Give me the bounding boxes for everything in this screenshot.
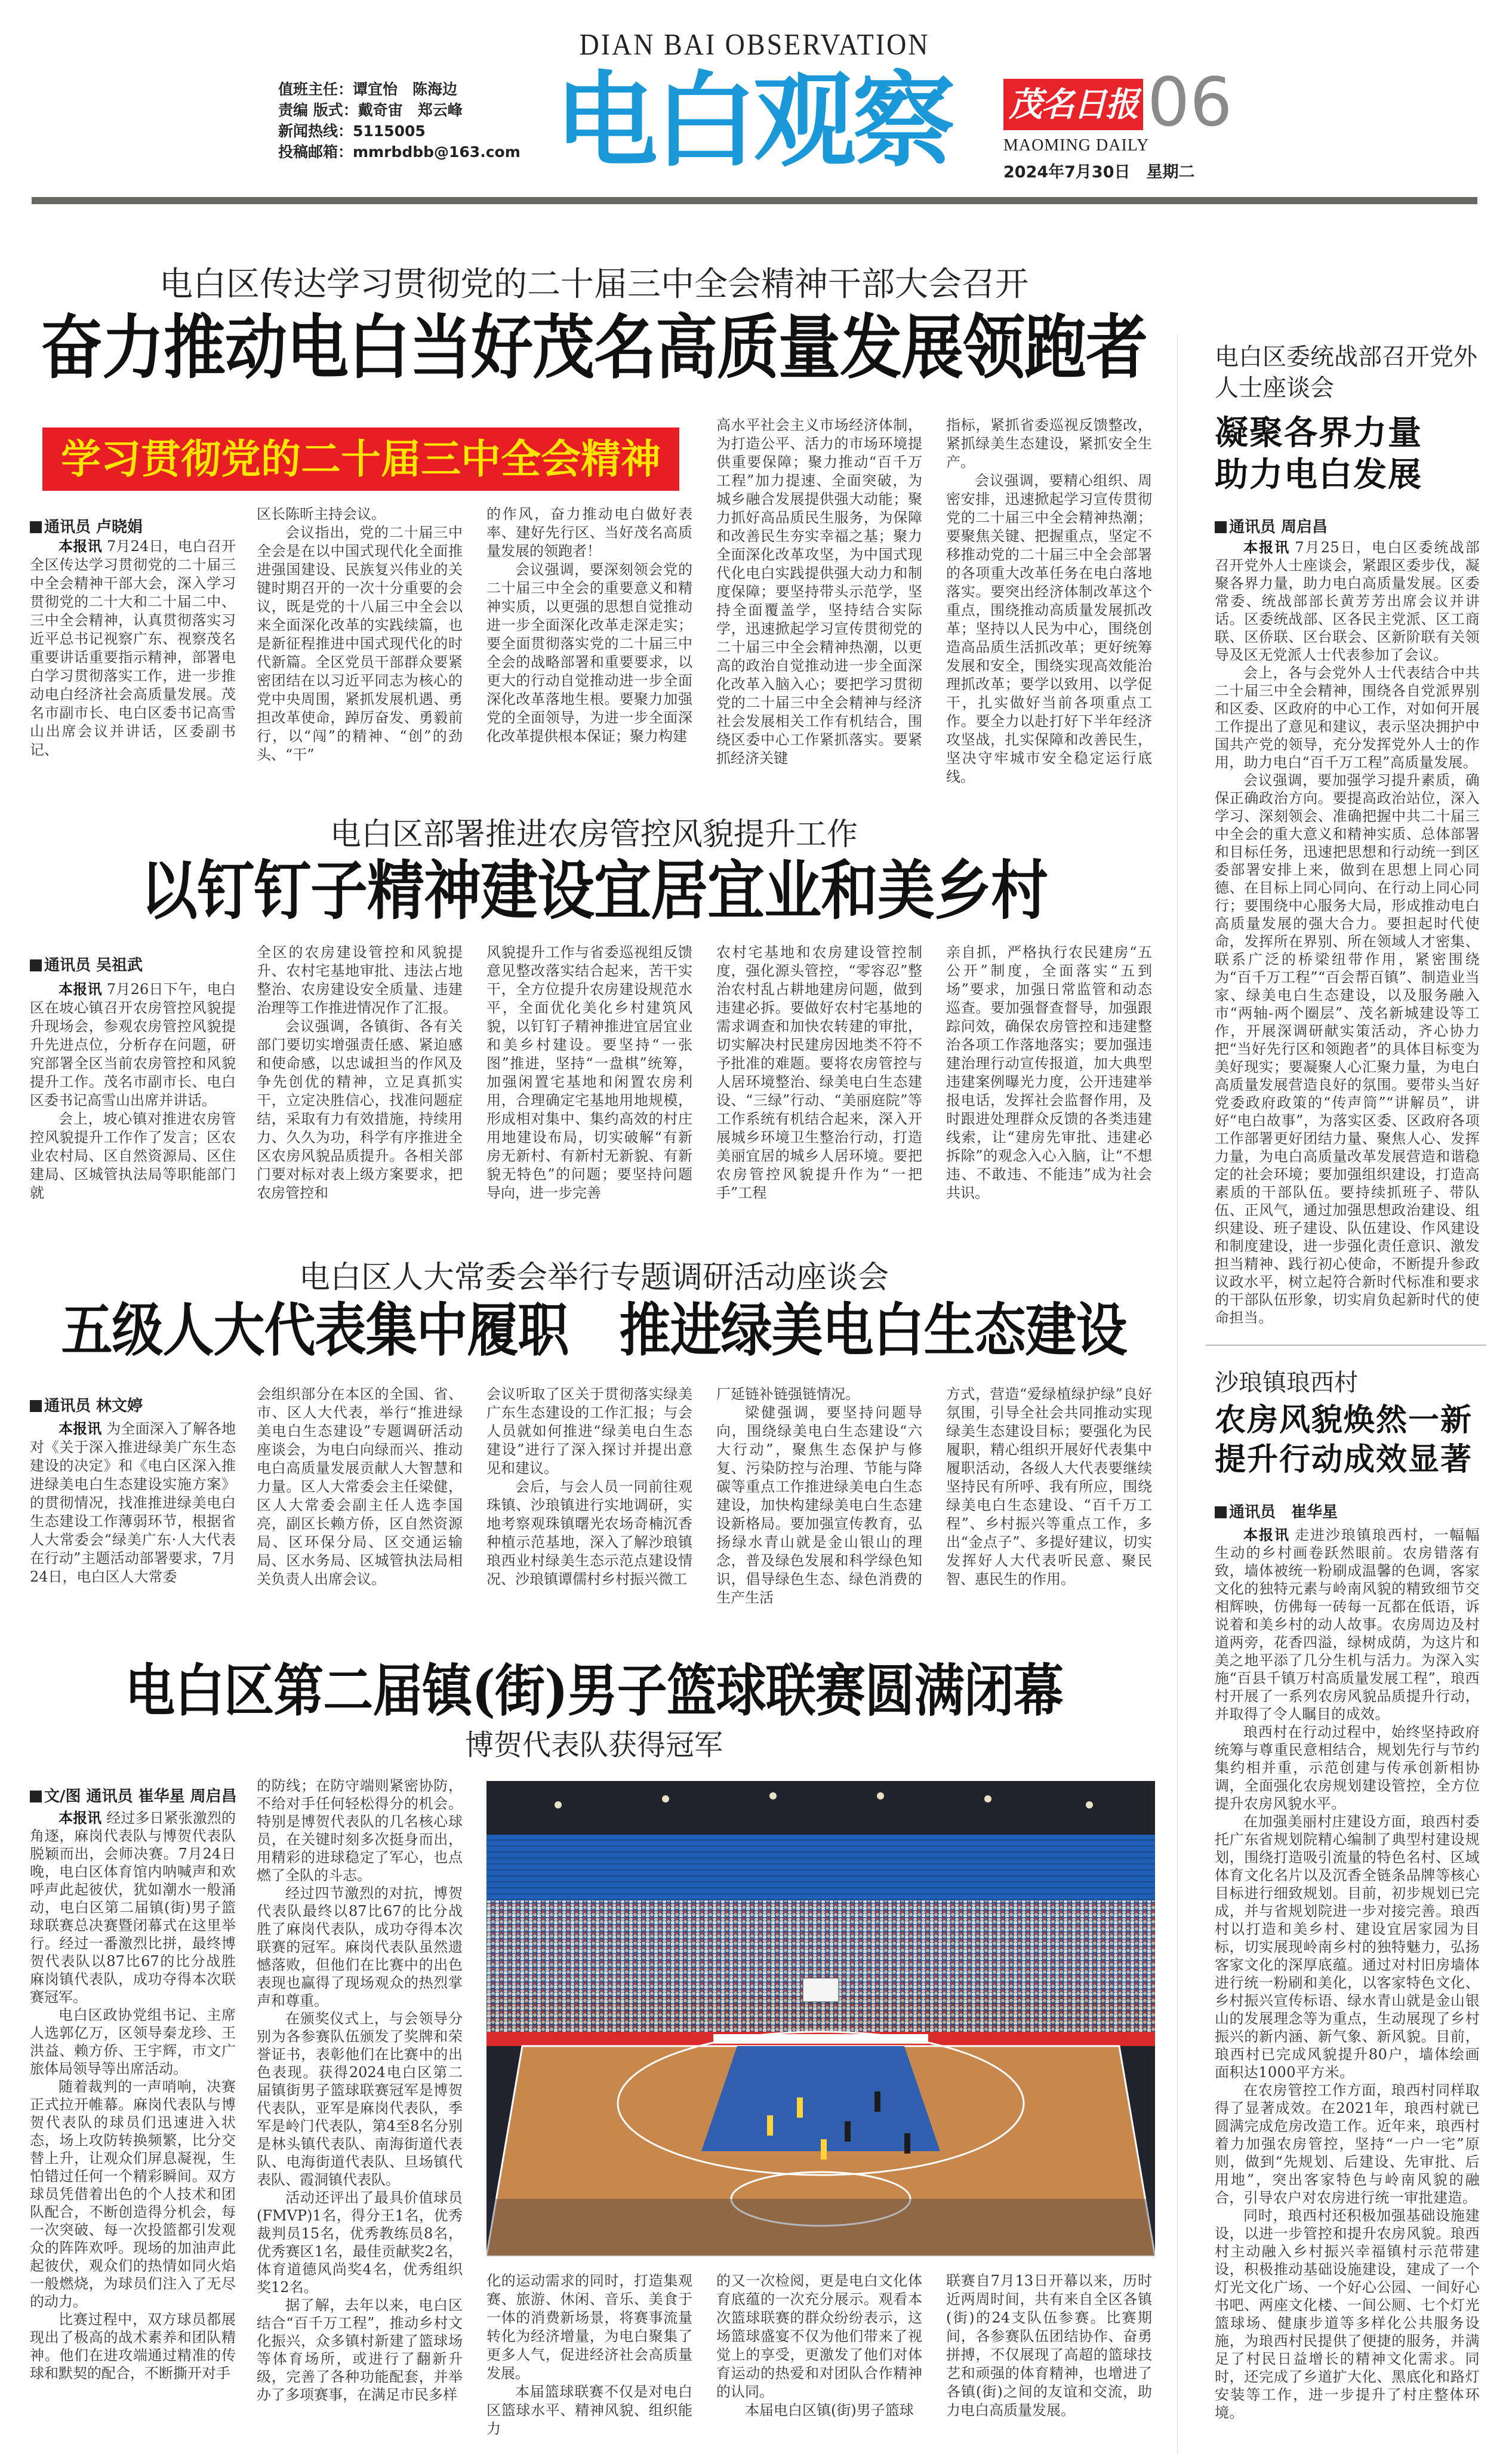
theme-banner: 学习贯彻党的二十届三中全会精神 [42,427,679,491]
sidebar-2-headline-line: 农房风貌焕然一新 [1215,1402,1473,1438]
paragraph: 会议强调，要加强学习提升素质，确保正确政治方向。要提高政治站位，深入学习、深刻领会、准确把握中共二十届三中全会的重大意义和精神实质、总体部署和目标任务，迅速把思想和行动统一到区委部署安排上来，做到在思想上同心同德、在目标上同心同向、在行动上同心同行；要围绕中心服务大局，形成推动电白高质量发展的强大合力。要担起时代使命，发挥所在界别、所在领域人才密集、联系广泛的桥梁纽带作用，紧密围绕为“百千万工程”“百会帮百镇”、制造业当家、绿美电白生态建设，以及服务融入市“两轴-两个圈层”、茂名新城建设等工作，开展深调研献实策活动，齐心协力把“当好先行区和领跑者”的具体目标变为美好现实；要凝聚人心汇聚力量，为电白高质量发展营造良好的氛围。要带头当好党委政府政策的“传声筒”“讲解员”，讲好“电白故事”，为落实区委、区政府各项工作部署更好团结力量、聚焦人心、发挥力量，为电白高质量改革发展营造和谐稳定的社会环境；要加强组织建设，打造高素质的干部队伍。要持续抓班子、带队伍、正风气，通过加强思想政治建设、组织建设、班子建设、队伍建设、作风建设和制度建设，进一步强化责任意识、激发担当精神、践行初心使命，不断提升参政议政水平，树立起符合新时代标准和要求的干部队伍形象，切实肩负起新时代的使命担当。 [1215,772,1480,1326]
paragraph: 联赛自7月13日开幕以来，历时近两周时间，共有来自全区各镇(街)的24支队伍参赛。比赛期间，各参赛队伍团结协作、奋勇拼搏，不仅展现了高超的篮球技艺和顽强的体育精神，也增进了各镇(街)之间的友谊和交流，助力电白高质量发展。 [946,2272,1152,2419]
basketball-arena-photo [486,1781,1155,2256]
paragraph: 的防线；在防守端则紧密协防，不给对手任何轻松得分的机会。特别是博贺代表队的几名核心球员，在关键时刻多次挺身而出，用精彩的进球稳定了军心，也点燃了全队的斗志。 [257,1777,463,1884]
ad-board-panel [713,2034,928,2044]
paragraph: 本届篮球联赛不仅是对电白区篮球水平、精神风貌、组织能力 [486,2383,692,2437]
sidebar-1-headline-line: 助力电白发展 [1215,455,1422,494]
paragraph: 据了解，去年以来，电白区结合“百千万工程”，推动乡村文化振兴，众多镇村新建了篮球场等体育场所，或进行了翻新升级，完善了各种功能配套，并举办了多项赛事，在满足市民多样 [257,2297,463,2403]
paragraph: 全区的农房建设管控和风貌提升、农村宅基地审批、违法占地整治、农房建设安全质量、违建治理等工作推进情况作了汇报。 [257,944,463,1016]
paragraph [30,980,236,1110]
article-2-headline: 以钉钉子精神建设宜居宜业和美乡村 [140,853,1048,928]
photo-image [486,1781,1155,2256]
paragraph: 厂延链补链强链情况。 [716,1386,860,1402]
sidebar-1-body [1215,539,1480,1327]
article-3-column [716,1385,922,1607]
credit-line: 值班主任：谭宜怡 陈海边 [278,81,458,98]
foreground-shadow [486,2199,1155,2256]
sidebar-2-byline: 通讯员 崔华星 [1215,1500,1338,1522]
paragraph: 同时，琅西村还积极加强基础设施建设，以进一步管控和提升农房风貌。琅西村主动融入乡村振兴幸福镇村示范带建设，积极推动基础设施建设，建成了一个灯光文化广场、一个好心公园、一间好心书吧、两座文化楼、一间公厕、七个灯光篮球场、健康步道等多样化公共服务设施，为琅西村民提供了便捷的服务，并满足了村民日益增长的精神文化需求。同时，还完成了乡道扩大化、黑底化和路灯安装等工作，进一步提升了村庄整体环境。 [1215,2207,1480,2421]
editor-credits [278,79,521,162]
paragraph: 梁健强调，要坚持问题导向，围绕绿美电白生态建设“六大行动”，聚焦生态保护与修复、污染防控与治理、节能与降碳等重点工作推进绿美电白生态建设，加快构建绿美电白生态建设新格局。要加强宣传教育，弘扬绿水青山就是金山银山的理念，普及绿色发展和科学绿色知识，倡导绿色生态、绿色消费的生产生活 [716,1404,922,1606]
section-title: 电白观察 [555,61,951,181]
article-1-kicker: 电白区传达学习贯彻党的二十届三中全会精神干部大会召开 [159,265,1028,304]
paragraph: 方式，营造“爱绿植绿护绿”良好氛围，引导全社会共同推动实现绿美生态建设目标；要强化为民履职，精心组织开展好代表集中履职活动，各级人大代表要继续坚持民有所呼、我有所应，围绕绿美电白生态建设、“百千万工程”、乡村振兴等重点工作，多出“金点子”、多提好建议，切实发挥好人大代表听民意、聚民智、惠民生的作用。 [946,1386,1152,1588]
article-4-column [257,1777,463,2404]
paragraph: 会议强调，要深刻领会党的二十届三中全会的重要意义和精神实质，以更强的思想自觉推动进一步全面深化改革走深走实；要全面贯彻落实党的二十届三中全会的战略部署和重要要求，以更大的行动自觉推动进一步全面深化改革落地生根。要聚力加强党的全面领导，为进一步全面深化改革提供根本保证；聚力构建 [486,561,692,745]
paragraph-text: 7月24日，电白召开全区传达学习贯彻党的二十届三中全会精神干部大会，深入学习贯彻党的二十大和二十届二中、三中全会精神，认真贯彻落实习近平总书记视察广东、视察茂名重要讲话重要指示精神，部署电白学习贯彻落实工作，进一步推动电白经济社会高质量发展。茂名市副市长、电白区委书记高雪山出席会议并讲话，区委副书记、 [30,538,236,758]
article-3-column [257,1385,463,1589]
sidebar-divider [1206,1345,1486,1346]
paragraph: 在农房管控工作方面，琅西村同样取得了显著成效。在2021年，琅西村就已圆满完成危房改造工作。近年来，琅西村着力加强农房管控，坚持“一户一宅”原则，做到“先规划、后建设、先审批、后用地”，突出客家特色与岭南风貌的融合，引导农户对农房进行统一审批建造。 [1215,2082,1480,2206]
article-2-byline: 通讯员 吴祖武 [30,953,143,975]
paragraph: 化的运动需求的同时，打造集观赛、旅游、休闲、音乐、美食于一体的消费新场景，将赛事流量转化为经济增量，为电白聚集了更多人气，促进经济社会高质量发展。 [486,2272,692,2382]
paragraph: 会组织部分在本区的全国、省、市、区人大代表，举行“推进绿美电白生态建设”专题调研活动座谈会，为电白向绿而兴、推动电白高质量发展贡献人大智慧和力量。区人大常委会主任梁健，区人大常委会副主任人选李国亮，副区长赖方侨，区自然资源局、区环保分局、区交通运输局、区水务局、区城管执法局相关负责人出席会议。 [257,1386,463,1588]
paragraph: 区长陈昕主持会议。 [257,506,386,522]
paragraph [1215,1526,1480,1723]
sidebar-1-headline-line: 凝聚各界力量 [1215,413,1422,453]
article-2-column [946,943,1152,1202]
sidebar-1-byline: 通讯员 周启昌 [1215,515,1328,537]
paragraph: 农村宅基地和农房建设管控制度，强化源头管控，“零容忍”整治农村乱占耕地建房问题，做到违建必拆。要做好农村宅基地的需求调查和加快农转建的审批，切实解决村民建房因地类不符不予批准的难题。要将农房管控与人居环境整治、绿美电白生态建设、“三绿”行动、“美丽庭院”等工作系统有机结合起来，深入开展城乡环境卫生整治行动，打造美丽宜居的城乡人居环境。要把农房管控风貌提升作为“一把手”工程 [716,944,922,1201]
dateline-label: 本报讯 [58,1420,102,1437]
paragraph [30,1809,236,2006]
paragraph: 比赛过程中，双方球员都展现出了极高的战术素养和团队精神。他们在进攻端通过精准的传球和默契的配合，不断撕开对手 [30,2311,236,2382]
paragraph: 会上，坡心镇对推进农房管控风貌提升工作作了发言；区农业农村局、区自然资源局、区住建局、区城管执法局等职能部门就 [30,1111,236,1201]
paragraph: 会议强调，各镇街、各有关部门要切实增强责任感、紧迫感和使命感，以忠诚担当的作风及争先创优的精神，立足真抓实干，立定决胜信心，找准问题症结，采取有力有效措施，持续用力、久久为功，科学有序推进全区农房风貌品质提升。各相关部门要对标对表上级方案要求，把农房管控和 [257,1018,463,1201]
article-1-headline: 奋力推动电白当好茂名高质量发展领跑者 [40,306,1147,389]
article-1-column [946,416,1152,786]
article-3-headline: 五级人大代表集中履职 推进绿美电白生态建设 [61,1296,1127,1364]
newspaper-logo: 茂名日报 [1003,79,1143,130]
sidebar-article-2-header [1215,1367,1479,1479]
paragraph [30,537,236,759]
article-1-byline: 通讯员 卢晓娟 [30,515,143,537]
credit-line: 投稿邮箱：mmrbdbb@163.com [278,143,521,161]
article-4-column [486,2272,692,2438]
issue-date: 2024年7月30日 星期二 [1003,163,1195,182]
paragraph-text: 为全面深入了解各地对《关于深入推进绿美广东生态建设的决定》和《电白区深入推进绿美电白生态建设实施方案》的贯彻情况，找准推进绿美电白生态建设工作薄弱环节，根据省人大常委会“绿美广东·人大代表在行动”主题活动部署要求，7月24日，电白区人大常委 [30,1420,236,1585]
article-1-column [257,505,463,764]
dateline-label: 本报讯 [58,981,102,998]
article-4-column [30,1809,236,2382]
article-3-kicker: 电白区人大常委会举行专题调研活动座谈会 [298,1260,889,1296]
paragraph [30,1420,236,1586]
article-4-subtitle: 博贺代表队获得冠军 [464,1728,723,1762]
paragraph [1215,539,1480,664]
paragraph: 随着裁判的一声哨响，决赛正式拉开帷幕。麻岗代表队与博贺代表队的球员们迅速进入状态，场上攻防转换频繁，比分交替上升，让观众们屏息凝视，生怕错过任何一个精彩瞬间。双方球员凭借着出色的个人技术和团队配合，不断创造得分机会，每一次突破、每一次投篮都引发观众的阵阵欢呼。现场的加油声此起彼伏，观众们的热情如同火焰一般燃烧，为球员们注入了无尽的动力。 [30,2078,236,2310]
paragraph: 的又一次检阅，更是电白文化体育底蕴的一次充分展示。观看本次篮球联赛的群众纷纷表示，这场篮球盛宴不仅为他们带来了视觉上的享受，更激发了他们对体育运动的热爱和对团队合作精神的认同。 [716,2272,922,2400]
paragraph-text: 经过多日紧张激烈的角逐，麻岗代表队与博贺代表队脱颖而出，会师决赛。7月24日晚，电白区体育馆内呐喊声和欢呼声此起彼伏，犹如潮水一般涌动，电白区第二届镇(街)男子篮球联赛总决赛暨闭幕式在这里举行。经过一番激烈比拼，最终博贺代表队以87比67的比分战胜麻岗镇代表队，成功夺得本次联赛冠军。 [30,1810,236,2005]
article-4-byline: 文/图 通讯员 崔华星 周启昌 [30,1784,237,1806]
paragraph: 会上，各与会党外人士代表结合中共二十届三中全会精神，围绕各自党派界别和区委、区政府的中心工作，对如何开展工作提出了意见和建议，表示坚决拥护中国共产党的领导，充分发挥党外人士的作用，助力电白“百千万工程”高质量发展。 [1215,665,1480,771]
column-divider [1177,334,1178,2454]
paragraph: 经过四节激烈的对抗，博贺代表队最终以87比67的比分战胜了麻岗代表队，成功夺得本次联赛的冠军。麻岗代表队虽然遗憾落败，但他们在比赛中的出色表现也赢得了现场观众的热烈掌声和尊重。 [257,1885,463,2009]
dateline-label: 本报讯 [1243,1527,1290,1543]
crowd [486,1900,1155,2032]
article-4-column [946,2272,1152,2420]
article-1-column [30,537,236,759]
paragraph: 在加强美丽村庄建设方面，琅西村委托广东省规划院精心编制了典型村建设规划，围绕打造吸引流量的特色名村、区域体育文化名片以及沉香全链条品牌等核心目标进行细致规划。目前，初步规划已完成，并与省规划院进一步对接完善。琅西村以打造和美乡村、建设宜居家园为目标，切实展现岭南乡村的独特魅力，弘扬客家文化的深厚底蕴。通过对村旧房墙体进行统一粉刷和美化，以客家特色文化、乡村振兴宣传标语、绿水青山就是金山银山的发展理念等为重点，生动展现了乡村振兴的新内涵、新气象、新风貌。目前，琅西村已完成风貌提升80户，墙体绘画面积达1000平方米。 [1215,1813,1480,2081]
backboard [803,1978,839,2002]
article-1-column [486,505,692,746]
paragraph: 亲自抓，严格执行农民建房“五公开”制度，全面落实“五到场”要求，加强日常监管和动态巡查。要加强督查督导，加强跟踪问效，确保农房管控和违建整治各项工作落地落实；要加强违建治理行动宣传报道，加大典型违建案例曝光力度，公开违建举报电话，发挥社会监督作用，及时跟进处理群众反馈的各类违建线索，让“建房先审批、违建必拆除”的观念入心入脑，让“不想违、不敢违、不能违”成为社会共识。 [946,944,1152,1201]
paragraph-text: 走进沙琅镇琅西村，一幅幅生动的乡村画卷跃然眼前。农房错落有致，墙体被统一粉刷成温馨的色调，客家文化的独特元素与岭南风貌的精致细节交相辉映，仿佛每一砖每一瓦都在低语，诉说着和美乡村的动人故事。农房周边及村道两旁，花香四溢，绿树成荫，为这片和美之地平添了几分生机与活力。为深入实施“百县千镇万村高质量发展工程”，琅西村开展了一系列农房风貌品质提升行动，并取得了令人瞩目的成效。 [1215,1527,1480,1722]
article-2-column [257,943,463,1202]
article-3-column [486,1385,692,1589]
newspaper-english-name: MAOMING DAILY [1003,136,1150,155]
paragraph-text: 7月26日下午，电白区在坡心镇召开农房管控风貌提升现场会，参观农房管控风貌提升先进点位，分析存在问题，研究部署全区当前农房管控和风貌提升工作。茂名市副市长、电白区委书记高雪山出席并讲话。 [30,981,236,1109]
sidebar-2-kicker: 沙琅镇琅西村 [1215,1369,1358,1396]
sidebar-2-headline-line: 提升行动成效显著 [1215,1441,1473,1478]
paragraph: 风貌提升工作与省委巡视组反馈意见整改落实结合起来，苦干实干，全方位提升农房建设规范水平，全面优化美化乡村建筑风貌，以钉钉子精神推进宜居宜业和美乡村建设。要坚持“一张图”推进，坚持“一盘棋”统筹，加强闲置宅基地和闲置农房利用，合理确定宅基地用地规模，形成相对集中、集约高效的村庄用地建设布局，切实破解“有新房无新村、有新村无新貌、有新貌无特色”的问题；要坚持问题导向，进一步完善 [486,944,692,1201]
paragraph: 琅西村在行动过程中，始终坚持政府统筹与尊重民意相结合，规划先行与节约集约相并重，示范创建与传承创新相协调，全面强化农房规划建设管控，全方位提升农房风貌水平。 [1215,1724,1480,1812]
credit-line: 责编 版式：戴奇宙 郑云峰 [278,101,463,119]
paragraph: 活动还评出了最具价值球员(FMVP)1名，得分王1名，优秀裁判员15名，优秀教练员8名，优秀赛区1名，最佳贡献奖2名，体育道德风尚奖4名，优秀组织奖12名。 [257,2189,463,2296]
credit-line: 新闻热线：5115005 [278,122,426,140]
paragraph: 在颁奖仪式上，与会领导分别为各参赛队伍颁发了奖牌和荣誉证书，表彰他们在比赛中的出色表现。获得2024电白区第二届镇街男子篮球联赛冠军是博贺代表队，亚军是麻岗代表队，季军是岭门代表队，第4至8名分别是林头镇代表队、南海街道代表队、电海街道代表队、旦场镇代表队、霞洞镇代表队。 [257,2010,463,2188]
article-4-column [716,2272,922,2420]
paragraph: 会议指出，党的二十届三中全会是在以中国式现代化全面推进强国建设、民族复兴伟业的关键时期召开的一次十分重要的会议，既是党的十八届三中全会以来全面深化改革的实践续篇，也是新征程推进中国式现代化的时代新篇。全区党员干部群众要紧密团结在以习近平同志为核心的党中央周围，紧抓发展机遇、勇担改革使命，踔厉奋发、勇毅前行，以“闯”的精神、“创”的劲头、“干” [257,524,463,763]
article-3-column [30,1420,236,1586]
paragraph: 会后，与会人员一同前往观珠镇、沙琅镇进行实地调研，实地考察观珠镇曙光农场奇楠沉香种植示范基地，深入了解沙琅镇琅西业村绿美生态示范点建设情况、沙琅镇谭儒村乡村振兴微工 [486,1478,692,1588]
paragraph: 本届电白区镇(街)男子篮球 [745,2402,914,2419]
article-3-byline: 通讯员 林文婷 [30,1394,143,1416]
paragraph: 会议强调，要精心组织、周密安排，迅速掀起学习宣传贯彻党的二十届三中全会精神热潮；要聚焦关键、把握重点，坚定不移推动党的二十届三中全会部署的各项重大改革任务在电白落地落实。要突出经济体制改革这个重点，围绕推动高质量发展抓改革；坚持以人民为中心，围绕创造高品质生活抓改革；更好统筹发展和安全，围绕实现高效能治理抓改革；要学以致用、以学促干，扎实做好当前各项重点工作。要全力以赴打好下半年经济攻坚战，扎实保障和改善民生，坚决守牢城市安全稳定运行底线。 [946,472,1152,785]
dateline-label: 本报讯 [58,538,102,555]
article-1-column [716,416,922,768]
page-number: 06 [1147,64,1233,141]
article-2-column [486,943,692,1202]
paragraph-text: 7月25日，电白区委统战部召开党外人士座谈会，紧跟区委步伐，凝聚各界力量，助力电白高质量发展。区委常委、统战部部长黄芳芳出席会议并讲话。区委统战部、区各民主党派、区工商联、区侨联、区台联会、区新阶联有关领导及区无党派人士代表参加了会议。 [1215,539,1480,663]
sidebar-2-body [1215,1526,1480,2422]
sidebar-article-1-header [1215,342,1479,496]
paragraph: 高水平社会主义市场经济体制，为打造公平、活力的市场环境提供重要保障；聚力推动“百千万工程”加力提速、全面突破，为城乡融合发展提供强大动能；聚力抓好高品质民生服务，为保障和改善民生夯实幸福之基；聚力全面深化改革攻坚，为中国式现代化电白实践提供强大动力和制度保障；要坚持带头示范学，坚持全面覆盖学，坚持结合实际学，迅速掀起学习宣传贯彻党的二十届三中全会精神热潮，以更高的政治自觉推动进一步全面深化改革入脑入心；要把学习贯彻党的二十届三中全会精神与经济社会发展相关工作有机结合，围绕区委中心工作紧抓落实。要紧抓经济关键 [716,417,922,767]
dateline-label: 本报讯 [1243,539,1291,556]
paragraph: 指标，紧抓省委巡视反馈整改，紧抓绿美生态建设，紧抓安全生产。 [946,417,1152,470]
paragraph: 会议听取了区关于贯彻落实绿美广东生态建设的工作汇报；与会人员就如何推进“绿美电白生态建设”进行了深入探讨并提出意见和建议。 [486,1386,692,1476]
dateline-label: 本报讯 [58,1810,102,1826]
article-2-column [716,943,922,1202]
paragraph: 的作风，奋力推动电白做好表率、建好先行区、当好茂名高质量发展的领跑者！ [486,506,692,559]
article-2-column [30,980,236,1202]
article-3-column [946,1385,1152,1589]
english-section-title: DIAN BAI OBSERVATION [579,27,930,61]
sidebar-1-kicker: 电白区委统战部召开党外人士座谈会 [1215,343,1477,402]
article-2-kicker: 电白区部署推进农房管控风貌提升工作 [329,817,858,853]
paragraph: 电白区政协党组书记、主席人选郭亿万，区领导秦龙珍、王洪益、赖方侨、王宇辉，市文广旅体局领导等出席活动。 [30,2007,236,2077]
header-divider [32,197,1477,204]
article-4-headline: 电白区第二届镇(街)男子篮球联赛圆满闭幕 [125,1657,1063,1724]
